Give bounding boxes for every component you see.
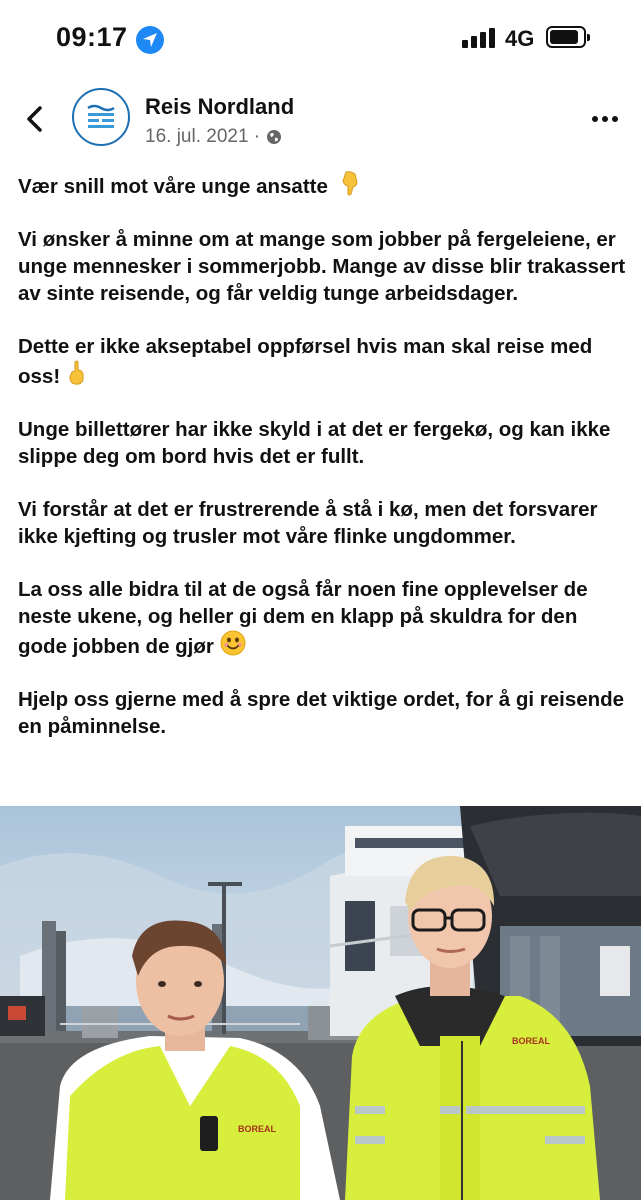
- more-options-icon[interactable]: [592, 116, 618, 122]
- vest-logo-right: BOREAL: [512, 1036, 550, 1046]
- reis-nordland-logo: [86, 104, 116, 130]
- pointing-up-emoji: [66, 360, 88, 386]
- post-paragraph: Hjelp oss gjerne med å spre det viktige ordet, for å gi reisende en påminnelse.: [18, 688, 625, 738]
- post-line: Vær snill mot våre unge ansatte: [18, 175, 328, 198]
- back-chevron-icon[interactable]: [22, 102, 48, 136]
- post-paragraph: [18, 576, 626, 660]
- smiling-face-emoji: [220, 630, 246, 656]
- post-line: Dette er ikke akseptabel oppførsel hvis man skal reise med oss!: [18, 335, 593, 388]
- status-time: 09:17: [56, 22, 128, 52]
- vest-logo-left: BOREAL: [238, 1124, 276, 1134]
- post-date[interactable]: 16. jul. 2021 ·: [145, 126, 261, 147]
- post-line: La oss alle bidra til at de også får noen fine opplevelser de neste ukene, og heller gi dem en klapp på skuldra for den gode jobben de gjør: [18, 578, 588, 658]
- post-paragraph: [18, 333, 626, 390]
- post-paragraph: Unge billettører har ikke skyld i at det er fergekø, og kan ikke slippe deg om bord hvis det er fullt.: [18, 418, 611, 468]
- page-avatar[interactable]: [72, 88, 130, 146]
- signal-icon: [462, 28, 496, 48]
- location-arrow-icon: [136, 26, 164, 54]
- post-photo[interactable]: [0, 806, 641, 1200]
- network-type: 4G: [505, 26, 535, 51]
- post-meta: [145, 126, 282, 148]
- pointing-down-emoji: [339, 170, 361, 196]
- post-paragraph: Vi ønsker å minne om at mange som jobber på fergeleiene, er unge mennesker i sommerjobb. Mange av disse blir trakassert av sinte reisende, og får veldig tunge arbeidsdager.: [18, 228, 626, 305]
- post-paragraph: [18, 170, 626, 200]
- globe-icon: [266, 129, 282, 145]
- battery-icon: [546, 26, 586, 48]
- page-name[interactable]: Reis Nordland: [145, 94, 295, 119]
- post-paragraph: Vi forstår at det er frustrerende å stå i kø, men det forsvarer ikke kjefting og trusler mot våre flinke ungdommer.: [18, 498, 598, 548]
- status-bar: [0, 0, 641, 76]
- post-text: [18, 170, 626, 766]
- photo-scene: [0, 806, 641, 1200]
